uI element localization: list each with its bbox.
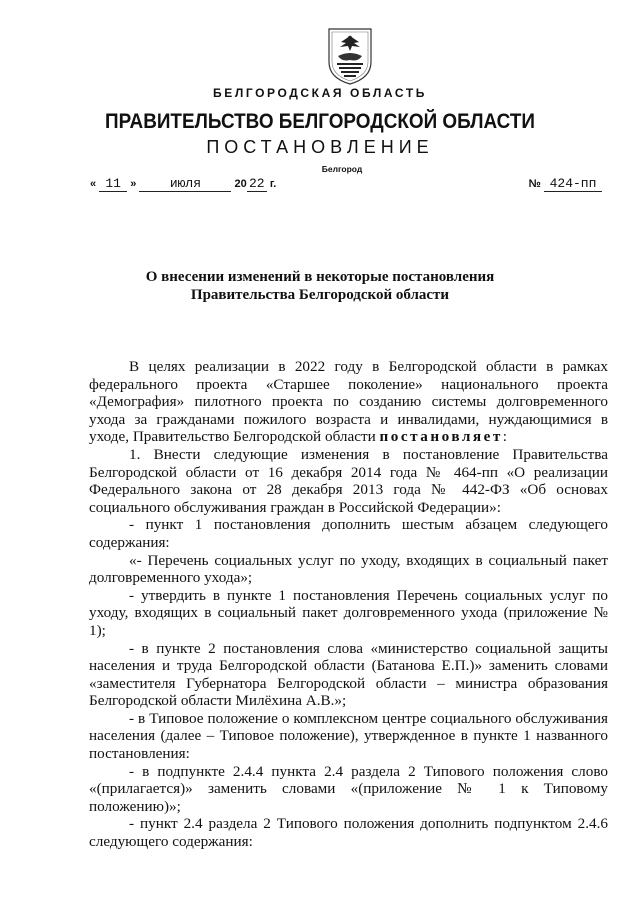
document-title bbox=[0, 268, 640, 304]
coat-of-arms-icon bbox=[326, 26, 374, 86]
date-year-suffix: 22 bbox=[247, 176, 267, 192]
region-name: БЕЛГОРОДСКАЯ ОБЛАСТЬ bbox=[213, 86, 427, 100]
document-body bbox=[89, 358, 608, 851]
decrees-word: постановляет bbox=[379, 428, 503, 446]
paragraph-3: «- Перечень социальных услуг по уходу, входящих в социальный пакет долговременного ухода»; bbox=[89, 551, 608, 587]
document-number bbox=[529, 176, 602, 192]
date-year-prefix: 20 bbox=[234, 178, 247, 190]
city-name: Белгород bbox=[321, 164, 363, 174]
decrees-colon: : bbox=[502, 428, 508, 446]
date-day: 11 bbox=[99, 176, 127, 192]
title-line-2: Правительства Белгородской области bbox=[190, 287, 450, 303]
paragraph-5: - в пункте 2 постановления слова «министерство социальной защиты населения и труда Белгородской области (Батанова Е.П.)» заменить словами «заместителя Губернатора Белгородской области – министра образования Белгородской области Милёхина А.В.»; bbox=[89, 639, 608, 710]
number-value: 424-пп bbox=[544, 176, 602, 192]
title-line-1: О внесении изменений в некоторые постановления bbox=[145, 269, 495, 285]
paragraph-6: - в Типовое положение о комплексном центре социального обслуживания населения (далее – Типовое положение), утвержденное в пункте 1 названного постановления: bbox=[89, 709, 608, 763]
preamble-paragraph bbox=[89, 358, 608, 446]
paragraph-1: 1. Внести следующие изменения в постановление Правительства Белгородской области от 16 декабря 2014 года № 464-пп «О реализации Федерального закона от 28 декабря 2013 года № 442-ФЗ «Об основах социального обслуживания граждан в Российской Федерации»: bbox=[89, 445, 608, 516]
date-open-quote: « bbox=[90, 178, 97, 190]
paragraph-2: - пункт 1 постановления дополнить шестым абзацем следующего содержания: bbox=[89, 516, 608, 551]
document-date bbox=[90, 176, 276, 192]
paragraph-4: - утвердить в пункте 1 постановления Перечень социальных услуг по уходу, входящих в социальный пакет долговременного ухода (приложение № 1); bbox=[89, 586, 608, 639]
date-close-quote: » bbox=[130, 178, 137, 190]
paragraph-7: - в подпункте 2.4.4 пункта 2.4 раздела 2 Типового положения слово «(прилагается)» заменить словами «(приложение № 1 к Типовому положению)»; bbox=[89, 762, 608, 815]
date-year-unit: г. bbox=[269, 178, 277, 190]
document-type: ПОСТАНОВЛЕНИЕ bbox=[206, 137, 434, 157]
paragraph-8: - пункт 2.4 раздела 2 Типового положения дополнить подпунктом 2.4.6 следующего содержания: bbox=[89, 815, 608, 851]
number-label: № bbox=[528, 178, 541, 190]
government-name: ПРАВИТЕЛЬСТВО БЕЛГОРОДСКОЙ ОБЛАСТИ bbox=[105, 110, 535, 133]
date-month: июля bbox=[139, 176, 231, 192]
preamble-text: В целях реализации в 2022 году в Белгородской области в рамках федерального проекта «Старшее поколение» национального проекта «Демография» пилотного проекта по созданию системы долговременного ухода за гражданами пожилого возраста и инвалидами, нуждающимися в уходе, Правительство Белгородской области bbox=[89, 358, 608, 446]
